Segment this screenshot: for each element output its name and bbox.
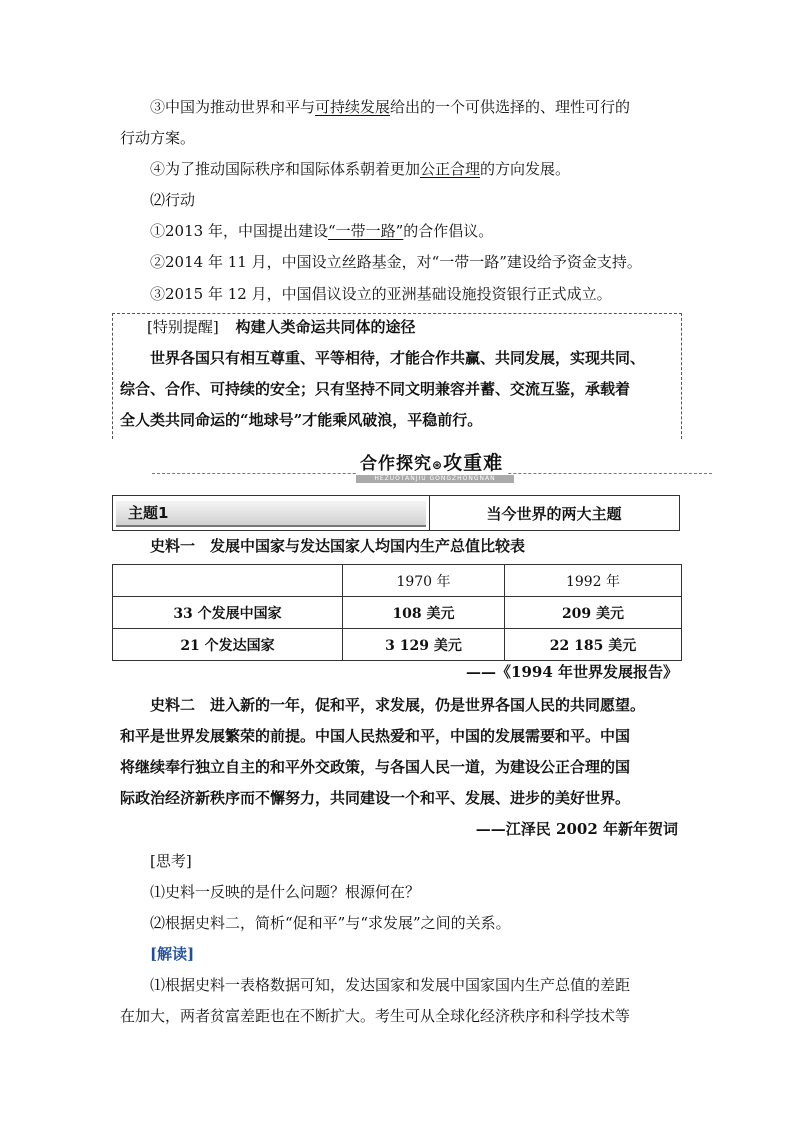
topic-tab xyxy=(116,501,426,527)
table-cell: 33 个发展中国家 xyxy=(113,597,343,629)
action-1-underlined-term: “一带一路” xyxy=(327,222,404,240)
thinking-question-2: ⑵根据史料二，简析“促和平”与“求发展”之间的关系。 xyxy=(150,914,511,932)
material-2-source: ——江泽民 2002 年新年贺词 xyxy=(475,820,678,838)
item-4-underlined-term: 公正合理 xyxy=(420,160,481,178)
banner-title-b: 攻重难 xyxy=(443,452,504,474)
action-heading: ⑵行动 xyxy=(150,191,196,209)
action-1-prefix: ①2013 年，中国提出建设 xyxy=(150,222,328,240)
item-3-line xyxy=(150,96,630,118)
table-row xyxy=(113,597,682,629)
reading-line-1: ⑴根据史料一表格数据可知，发达国家和发展中国家国内生产总值的差距 xyxy=(150,976,631,994)
reading-line-2: 在加大，两者贫富差距也在不断扩大。考生可从全球化经济秩序和科学技术等 xyxy=(120,1007,631,1025)
item-4-line xyxy=(150,158,570,180)
material-2-line-1: 史料二 进入新的一年，促和平，求发展，仍是世界各国人民的共同愿望。 xyxy=(150,696,646,714)
banner-title xyxy=(356,448,507,475)
item-4-prefix: ④为了推动国际秩序和国际体系朝着更加 xyxy=(150,160,421,178)
table-cell: 3 129 美元 xyxy=(343,629,505,661)
item-3-continuation: 行动方案。 xyxy=(120,129,196,147)
material-1-source: ——《1994 年世界发展报告》 xyxy=(466,663,678,681)
table-header-cell xyxy=(113,565,343,597)
action-3-line: ③2015 年 12 月，中国倡议设立的亚洲基础设施投资银行正式成立。 xyxy=(150,285,612,303)
gdp-comparison-table xyxy=(112,564,682,661)
topic-label: 主题1 xyxy=(128,504,169,522)
table-cell: 108 美元 xyxy=(343,597,505,629)
special-note-line-3: 全人类共同命运的“地球号”才能乘风破浪，平稳前行。 xyxy=(120,411,483,429)
table-header-row xyxy=(113,565,682,597)
item-4-suffix: 的方向发展。 xyxy=(480,160,571,178)
thinking-question-1: ⑴史料一反映的是什么问题？根源何在？ xyxy=(150,883,421,901)
topic-title: 当今世界的两大主题 xyxy=(486,505,622,523)
action-1-suffix: 的合作倡议。 xyxy=(403,222,494,240)
table-header-cell: 1992 年 xyxy=(505,565,682,597)
topic-bar xyxy=(112,495,680,531)
special-note-tag: [特别提醒] xyxy=(147,318,219,336)
banner-subtitle: HEZUOTANJIU GONGZHONGNAN xyxy=(356,475,514,483)
section-banner xyxy=(152,446,712,482)
table-row xyxy=(113,629,682,661)
material-2-line-2: 和平是世界发展繁荣的前提。中国人民热爱和平，中国的发展需要和平。中国 xyxy=(120,727,631,745)
item-3-prefix: ③中国为推动世界和平与 xyxy=(150,98,316,116)
special-note-heading xyxy=(147,316,416,338)
banner-arrow-icon: ⊛ xyxy=(432,458,444,472)
special-note-title: 构建人类命运共同体的途径 xyxy=(235,318,416,336)
banner-title-a: 合作探究 xyxy=(360,454,432,474)
action-2-line: ②2014 年 11 月，中国设立丝路基金，对“一带一路”建设给予资金支持。 xyxy=(150,253,642,271)
thinking-heading: [思考] xyxy=(150,852,192,870)
table-cell: 21 个发达国家 xyxy=(113,629,343,661)
special-note-line-1: 世界各国只有相互尊重、平等相待，才能合作共赢、共同发展，实现共同、 xyxy=(150,349,646,367)
table-cell: 209 美元 xyxy=(505,597,682,629)
material-1-heading: 史料一 发展中国家与发达国家人均国内生产总值比较表 xyxy=(150,537,526,555)
reading-heading: [解读] xyxy=(150,945,195,963)
action-1-line xyxy=(150,220,493,242)
table-header-cell: 1970 年 xyxy=(343,565,505,597)
material-2-line-3: 将继续奉行独立自主的和平外交政策，与各国人民一道，为建设公正合理的国 xyxy=(120,758,631,776)
item-3-underlined-term: 可持续发展 xyxy=(315,98,391,116)
table-cell: 22 185 美元 xyxy=(505,629,682,661)
material-2-line-4: 际政治经济新秩序而不懈努力，共同建设一个和平、发展、进步的美好世界。 xyxy=(120,789,631,807)
special-note-line-2: 综合、合作、可持续的安全；只有坚持不同文明兼容并蓄、交流互鉴，承载着 xyxy=(120,380,631,398)
item-3-suffix: 给出的一个可供选择的、理性可行的 xyxy=(390,98,631,116)
